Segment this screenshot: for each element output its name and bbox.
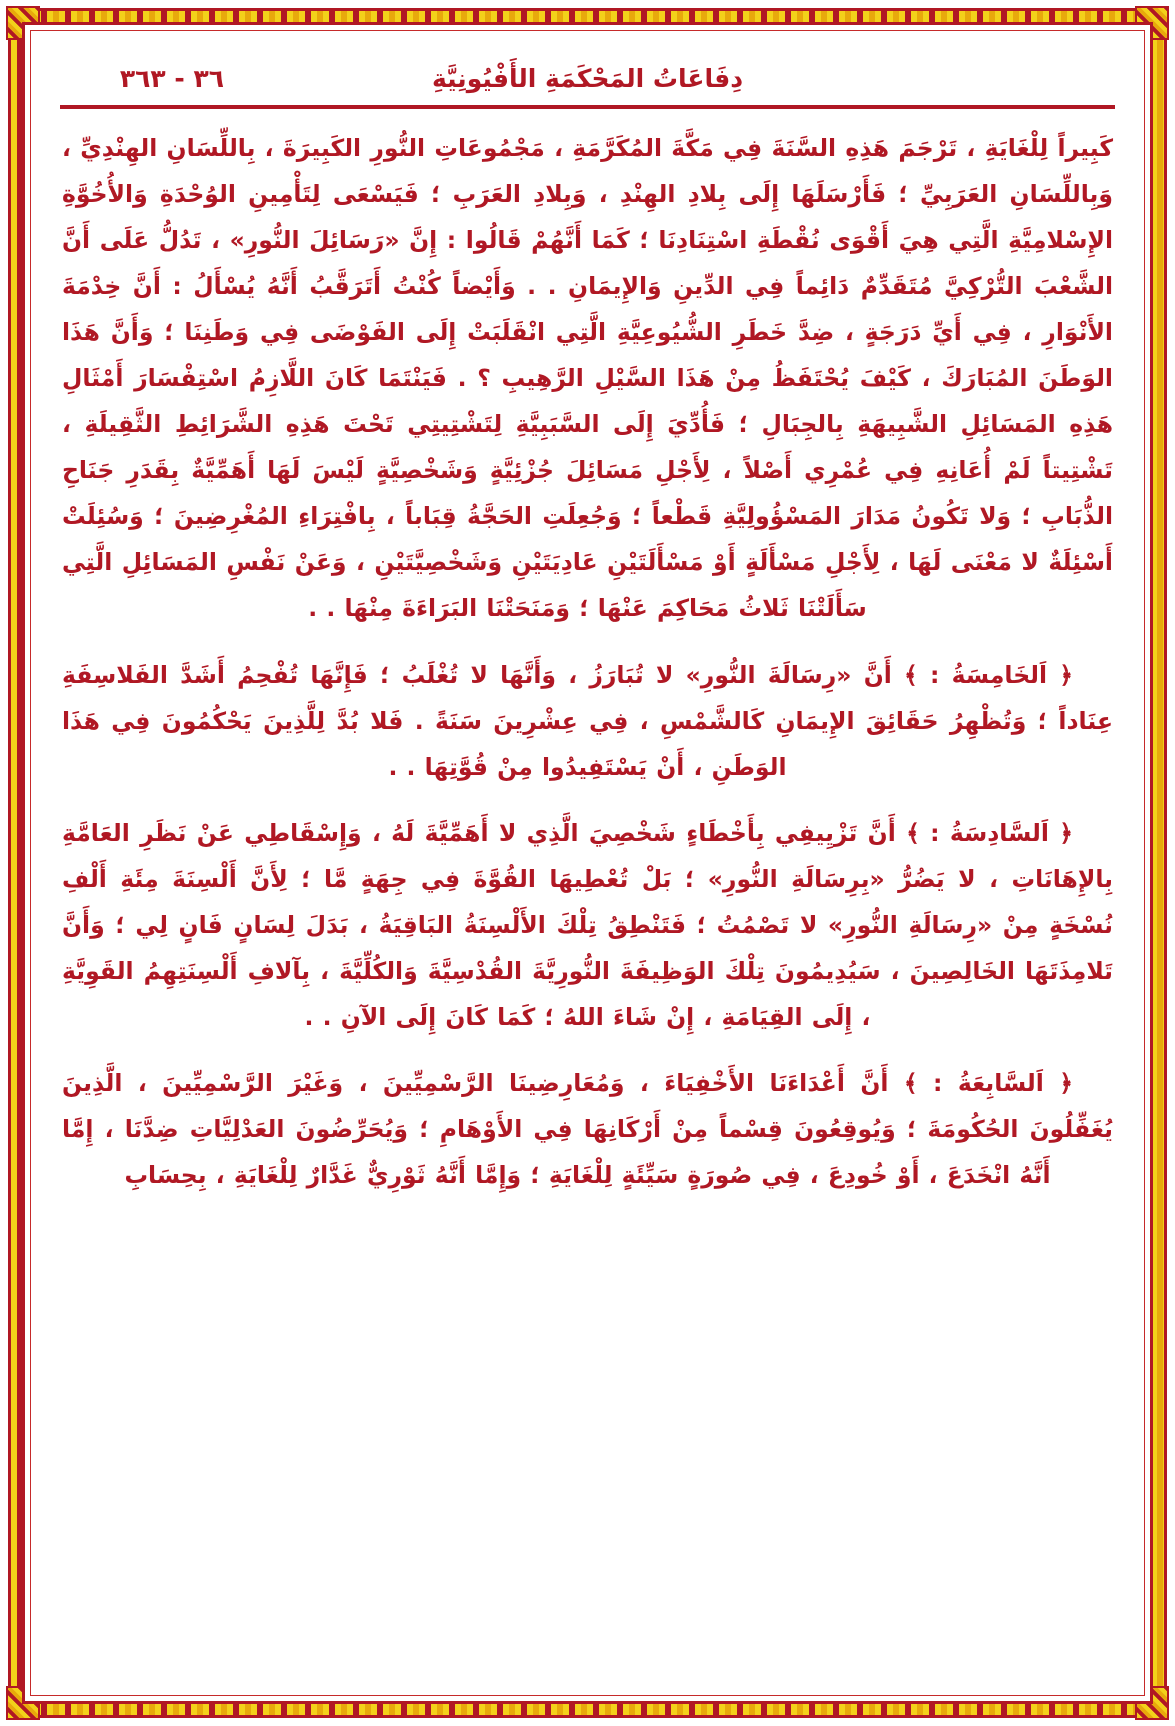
page-content	[56, 58, 1119, 1686]
page-number: ٣٦ - ٣٦٣	[119, 64, 224, 93]
paragraph-4-seventh-point: ﴿ اَلسَّابِعَةُ : ﴾ أَنَّ أَعْدَاءَنَا الأَخْفِيَاءَ ، وَمُعَارِضِينَا الرَّسْمِيِّينَ ، وَغَيْرَ الرَّسْمِيِّينَ ، الَّذِينَ يُغَفِّلُونَ الحُكُومَةَ ؛ وَيُوقِعُونَ قِسْماً مِنْ أَرْكَانِهَا فِي الأَوْهَامِ ؛ وَيُحَرِّضُونَ العَدْلِيَّاتِ ضِدَّنَا ، إِمَّا أَنَّهُ انْخَدَعَ ، أَوْ خُودِعَ ، فِي صُورَةٍ سَيِّئَةٍ لِلْغَايَةِ ؛ وَإِمَّا أَنَّهُ ثَوْرِيٌّ غَدَّارٌ لِلْغَايَةِ ، بِحِسَابِ	[62, 1068, 1113, 1189]
paragraph-3-sixth-point: ﴿ اَلسَّادِسَةُ : ﴾ أَنَّ تَزْيِيفِي بِأَخْطَاءٍ شَخْصِيَ الَّذِي لا أَهَمِّيَّةَ لَهُ ، وَإِسْقَاطِي عَنْ نَظَرِ العَامَّةِ بِالإِهَانَاتِ ، لا يَضُرُّ «بِرِسَالَةِ النُّورِ» ؛ بَلْ تُعْطِيهَا القُوَّةَ فِي جِهَةٍ مَّا ؛ لِأَنَّ أَلْسِنَةَ مِئَةِ أَلْفِ نُسْخَةٍ مِنْ «رِسَالَةِ النُّورِ» لا تَصْمُتُ ؛ فَتَنْطِقُ تِلْكَ الأَلْسِنَةُ البَاقِيَةُ ، بَدَلَ لِسَانٍ فَانٍ لِي ؛ وَأَنَّ تَلامِذَتَهَا الخَالِصِينَ ، سَيُدِيمُونَ تِلْكَ الوَظِيفَةَ النُّورِيَّةَ القُدْسِيَّةَ وَالكُلِّيَّةَ ، بِآلافِ أَلْسِنَتِهِمُ القَوِيَّةِ ، إِلَى القِيَامَةِ ، إِنْ شَاءَ اللهُ ؛ كَمَا كَانَ إِلَى الآنِ . .	[62, 818, 1113, 1031]
header-divider	[60, 105, 1115, 109]
book-title: دِفَاعَاتُ المَحْكَمَةِ الأَفْيُونِيَّةِ	[431, 64, 744, 93]
paragraph-2-fifth-point: ﴿ اَلخَامِسَةُ : ﴾ أَنَّ «رِسَالَةَ النُّورِ» لا تُبَارَزُ ، وَأَنَّهَا لا تُغْلَبُ ؛ فَإِنَّهَا تُفْحِمُ أَشَدَّ الفَلاسِفَةِ عِنَاداً ؛ وَتُظْهِرُ حَقَائِقَ الإِيمَانِ كَالشَّمْسِ ، فِي عِشْرِينَ سَنَةً . فَلا بُدَّ لِلَّذِينَ يَحْكُمُونَ فِي هَذَا الوَطَنِ ، أَنْ يَسْتَفِيدُوا مِنْ قُوَّتِهَا . .	[62, 660, 1113, 781]
page-header	[56, 58, 1119, 103]
paragraph-1: كَبِيراً لِلْغَايَةِ ، تَرْجَمَ هَذِهِ السَّنَةَ فِي مَكَّةَ المُكَرَّمَةِ ، مَجْمُوعَاتِ النُّورِ الكَبِيرَةَ ، بِاللِّسَانِ الهِنْدِيِّ ، وَبِاللِّسَانِ العَرَبِيِّ ؛ فَأَرْسَلَهَا إِلَى بِلادِ الهِنْدِ ، وَبِلادِ العَرَبِ ؛ فَيَسْعَى لِتَأْمِينِ الوُحْدَةِ وَالأُخُوَّةِ الإِسْلامِيَّةِ الَّتِي هِيَ أَقْوَى نُقْطَةِ اسْتِنَادِنَا ؛ كَمَا أَنَّهُمْ قَالُوا : إِنَّ «رَسَائِلَ النُّورِ» ، تَدُلُّ عَلَى أَنَّ الشَّعْبَ التُّرْكِيَّ مُتَقَدِّمٌ دَائِماً فِي الدِّينِ وَالإِيمَانِ . . وَأَيْضاً كُنْتُ أَتَرَقَّبُ أَنَّهُ يُسْأَلُ : أَنَّ خِدْمَةَ الأَنْوَارِ ، فِي أَيِّ دَرَجَةٍ ، ضِدَّ خَطَرِ الشُّيُوعِيَّةِ الَّتِي انْقَلَبَتْ إِلَى الفَوْضَى فِي وَطَنِنَا ؛ وَأَنَّ هَذَا الوَطَنَ المُبَارَكَ ، كَيْفَ يُحْتَفَظُ مِنْ هَذَا السَّيْلِ الرَّهِيبِ ؟ . فَيَنْتَمَا كَانَ اللَّازِمُ اسْتِفْسَارَ أَمْثَالِ هَذِهِ المَسَائِلِ الشَّبِيهَةِ بِالجِبَالِ ؛ فَأُدِّيَ إِلَى السَّبَبِيَّةِ لِتَشْتِيتِي تَحْتَ هَذِهِ الشَّرَائِطِ الثَّقِيلَةِ ، تَشْتِيتاً لَمْ أُعَانِهِ فِي عُمْرِي أَصْلاً ، لِأَجْلِ مَسَائِلَ جُزْئِيَّةٍ وَشَخْصِيَّةٍ لَيْسَ لَهَا أَهَمِّيَّةٌ بِقَدَرِ جَنَاحِ الذُّبَابِ ؛ وَلا تَكُونُ مَدَارَ المَسْؤُولِيَّةِ قَطْعاً ؛ وَجُعِلَتِ الحَجَّةُ قِبَاباً ، بِافْتِرَاءِ المُغْرِضِينَ ؛ وَسُئِلَتْ أَسْئِلَةٌ لا مَعْنَى لَهَا ، لِأَجْلِ مَسْأَلَةٍ أَوْ مَسْأَلَتَيْنِ عَادِيَتَيْنِ وَشَخْصِيَّتَيْنِ ، وَعَنْ نَفْسِ المَسَائِلِ الَّتِي سَأَلَتْنَا ثَلاثُ مَحَاكِمَ عَنْهَا ؛ وَمَنَحَتْنَا البَرَاءَةَ مِنْهَا . .	[62, 134, 1113, 623]
body-text	[56, 125, 1119, 1198]
